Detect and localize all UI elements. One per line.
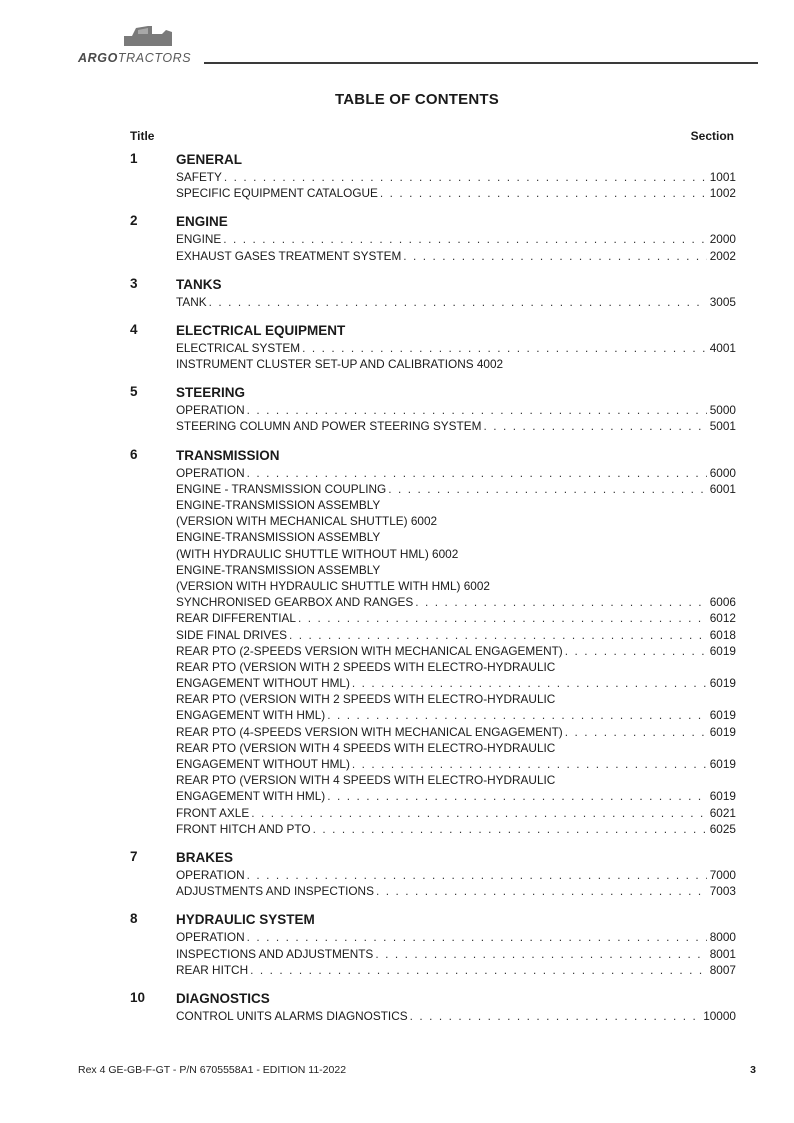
entry-section-number: 1002 xyxy=(709,186,736,201)
entry-title: REAR DIFFERENTIAL xyxy=(176,611,296,626)
toc-chapter xyxy=(130,212,736,263)
toc-entry[interactable] xyxy=(176,1008,736,1024)
entry-title: REAR PTO (2-SPEEDS VERSION WITH MECHANICAL ENGAGEMENT) xyxy=(176,643,563,658)
toc-entry[interactable] xyxy=(176,562,736,578)
toc-entry[interactable] xyxy=(176,185,736,201)
toc-entry[interactable] xyxy=(176,659,736,675)
tractor-icon xyxy=(118,22,178,48)
entry-section-number: 7000 xyxy=(709,867,736,882)
toc-entry[interactable] xyxy=(176,465,736,481)
chapter-title: TANKS xyxy=(176,276,222,292)
toc-entry[interactable] xyxy=(176,627,736,643)
toc-entry[interactable] xyxy=(176,610,736,626)
chapter-number: 7 xyxy=(130,849,138,864)
dot-leader xyxy=(415,594,706,610)
entry-title: REAR PTO (VERSION WITH 4 SPEEDS WITH ELECTRO-HYDRAULIC xyxy=(176,773,556,788)
entry-title: EXHAUST GASES TREATMENT SYSTEM xyxy=(176,248,402,263)
chapter-number: 6 xyxy=(130,446,138,462)
toc-entry[interactable] xyxy=(176,675,736,691)
dot-leader xyxy=(375,946,706,962)
toc-entry[interactable] xyxy=(176,691,736,707)
toc-chapter xyxy=(130,275,736,310)
entry-section-number: 6018 xyxy=(709,627,736,642)
entry-section-number: 6006 xyxy=(709,595,736,610)
toc-entry[interactable] xyxy=(176,708,736,724)
dot-leader xyxy=(247,867,707,883)
entry-section-number: 1001 xyxy=(709,169,736,184)
toc-entry[interactable] xyxy=(176,962,736,978)
toc-entry[interactable] xyxy=(176,513,736,529)
entry-section-number: 6021 xyxy=(709,805,736,820)
entry-title: (VERSION WITH HYDRAULIC SHUTTLE WITH HML) 6002 xyxy=(176,578,490,593)
dot-leader xyxy=(327,708,707,724)
toc-entry[interactable] xyxy=(176,294,736,310)
toc-entry[interactable] xyxy=(176,867,736,883)
chapter-number: 5 xyxy=(130,384,138,400)
column-header-title: Title xyxy=(130,129,155,143)
dot-leader xyxy=(224,169,707,185)
header-rule xyxy=(204,62,758,64)
toc-entry[interactable] xyxy=(176,529,736,545)
entry-title: OPERATION xyxy=(176,403,245,418)
toc-entry[interactable] xyxy=(176,821,736,837)
footer-document-info: Rex 4 GE-GB-F-GT - P/N 6705558A1 - EDITION 11-2022 xyxy=(78,1064,347,1076)
entry-section-number: 10000 xyxy=(703,1008,736,1023)
entry-section-number: 6019 xyxy=(709,724,736,739)
entry-title: ENGAGEMENT WITHOUT HML) xyxy=(176,676,350,691)
chapter-number: 3 xyxy=(130,275,138,291)
toc-chapter xyxy=(130,989,736,1024)
entry-title: SAFETY xyxy=(176,169,222,184)
chapter-title: ELECTRICAL EQUIPMENT xyxy=(176,322,346,338)
toc-entry[interactable] xyxy=(176,724,736,740)
entry-title: INSTRUMENT CLUSTER SET-UP AND CALIBRATIONS 4002 xyxy=(176,357,504,372)
toc-chapter xyxy=(130,321,736,372)
entry-section-number: 8007 xyxy=(709,962,736,977)
chapter-title: DIAGNOSTICS xyxy=(176,990,270,1006)
entry-title: REAR PTO (4-SPEEDS VERSION WITH MECHANICAL ENGAGEMENT) xyxy=(176,724,563,739)
dot-leader xyxy=(327,788,707,804)
argo-tractors-logo xyxy=(78,22,208,66)
dot-leader xyxy=(380,185,707,201)
entry-section-number: 6019 xyxy=(709,643,736,658)
entry-section-number: 6000 xyxy=(709,465,736,480)
chapter-title: ENGINE xyxy=(176,214,228,230)
chapter-number: 1 xyxy=(130,151,138,166)
toc-entry[interactable] xyxy=(176,756,736,772)
dot-leader xyxy=(289,627,707,643)
chapter-number: 8 xyxy=(130,911,138,927)
entry-title: TANK xyxy=(176,294,207,309)
toc-entry[interactable] xyxy=(176,946,736,962)
toc-entry[interactable] xyxy=(176,419,736,435)
entry-title: REAR PTO (VERSION WITH 2 SPEEDS WITH ELECTRO-HYDRAULIC xyxy=(176,659,556,674)
dot-leader xyxy=(483,419,706,435)
entry-title: ENGINE - TRANSMISSION COUPLING xyxy=(176,481,387,496)
entry-title: REAR PTO (VERSION WITH 2 SPEEDS WITH ELECTRO-HYDRAULIC xyxy=(176,692,556,707)
entry-title: (WITH HYDRAULIC SHUTTLE WITHOUT HML) 6002 xyxy=(176,546,459,561)
entry-section-number: 6019 xyxy=(709,757,736,772)
entry-title: ADJUSTMENTS AND INSPECTIONS xyxy=(176,884,374,899)
entry-section-number: 8000 xyxy=(709,930,736,945)
toc-entry[interactable] xyxy=(176,546,736,562)
entry-section-number: 3005 xyxy=(709,294,736,309)
chapter-number: 2 xyxy=(130,213,138,229)
dot-leader xyxy=(209,294,707,310)
entry-section-number: 7003 xyxy=(709,884,736,899)
entry-title: (VERSION WITH MECHANICAL SHUTTLE) 6002 xyxy=(176,514,438,529)
toc-entry[interactable] xyxy=(176,805,736,821)
dot-leader xyxy=(352,675,707,691)
entry-title: STEERING COLUMN AND POWER STEERING SYSTEM xyxy=(176,419,482,434)
dot-leader xyxy=(410,1008,701,1024)
chapter-number: 10 xyxy=(130,989,146,1005)
toc-entry[interactable] xyxy=(176,883,736,899)
entry-title: SIDE FINAL DRIVES xyxy=(176,627,288,642)
entry-title: CONTROL UNITS ALARMS DIAGNOSTICS xyxy=(176,1008,408,1023)
dot-leader xyxy=(352,756,707,772)
entry-section-number: 2002 xyxy=(709,248,736,263)
toc-entry[interactable] xyxy=(176,740,736,756)
toc-entry[interactable] xyxy=(176,594,736,610)
toc-chapter xyxy=(130,910,736,978)
toc-entry[interactable] xyxy=(176,481,736,497)
entry-title: REAR HITCH xyxy=(176,962,249,977)
entry-section-number: 6019 xyxy=(709,676,736,691)
entry-title: ENGINE-TRANSMISSION ASSEMBLY xyxy=(176,562,381,577)
toc-entry[interactable] xyxy=(176,929,736,945)
dot-leader xyxy=(250,962,707,978)
entry-title: ENGINE-TRANSMISSION ASSEMBLY xyxy=(176,498,381,513)
entry-title: SYNCHRONISED GEARBOX AND RANGES xyxy=(176,595,414,610)
chapter-title: BRAKES xyxy=(176,850,234,865)
dot-leader xyxy=(403,248,706,264)
chapter-title: HYDRAULIC SYSTEM xyxy=(176,912,315,928)
entry-section-number: 6012 xyxy=(709,611,736,626)
toc-entry[interactable] xyxy=(176,169,736,185)
dot-leader xyxy=(302,340,707,356)
entry-section-number: 6019 xyxy=(709,789,736,804)
dot-leader xyxy=(388,481,707,497)
entry-section-number: 6019 xyxy=(709,708,736,723)
entry-title: ENGAGEMENT WITH HML) xyxy=(176,708,326,723)
column-header-section: Section xyxy=(690,129,734,143)
entry-section-number: 6025 xyxy=(709,821,736,836)
toc-chapter xyxy=(130,848,736,899)
entry-section-number: 6001 xyxy=(709,481,736,496)
toc-chapter xyxy=(130,446,736,837)
entry-title: ENGINE-TRANSMISSION ASSEMBLY xyxy=(176,530,381,545)
dot-leader xyxy=(247,465,707,481)
chapter-title: STEERING xyxy=(176,385,246,401)
toc-chapter xyxy=(130,383,736,434)
dot-leader xyxy=(376,883,707,899)
toc-entry[interactable] xyxy=(176,340,736,356)
toc-entry[interactable] xyxy=(176,402,736,418)
toc-entry[interactable] xyxy=(176,578,736,594)
toc-entry[interactable] xyxy=(176,497,736,513)
entry-section-number: 4001 xyxy=(709,340,736,355)
chapter-title: TRANSMISSION xyxy=(176,447,280,463)
toc-entry[interactable] xyxy=(176,231,736,247)
logo-wordmark: ARGOTRACTORS xyxy=(78,51,192,65)
entry-section-number: 8001 xyxy=(709,946,736,961)
dot-leader xyxy=(298,610,707,626)
entry-title: REAR PTO (VERSION WITH 4 SPEEDS WITH ELECTRO-HYDRAULIC xyxy=(176,740,556,755)
dot-leader xyxy=(313,821,707,837)
table-of-contents xyxy=(130,150,736,1035)
toc-chapter xyxy=(130,150,736,201)
entry-title: SPECIFIC EQUIPMENT CATALOGUE xyxy=(176,186,378,201)
entry-title: ENGAGEMENT WITH HML) xyxy=(176,789,326,804)
entry-title: OPERATION xyxy=(176,465,245,480)
entry-title: OPERATION xyxy=(176,930,245,945)
entry-title: ELECTRICAL SYSTEM xyxy=(176,340,301,355)
entry-title: ENGINE xyxy=(176,232,222,247)
toc-entry[interactable] xyxy=(176,772,736,788)
entry-title: ENGAGEMENT WITHOUT HML) xyxy=(176,757,350,772)
chapter-number: 4 xyxy=(130,321,138,337)
toc-entry[interactable] xyxy=(176,248,736,264)
dot-leader xyxy=(251,805,707,821)
toc-entry[interactable] xyxy=(176,788,736,804)
entry-title: FRONT HITCH AND PTO xyxy=(176,821,311,836)
entry-title: OPERATION xyxy=(176,867,245,882)
entry-section-number: 5001 xyxy=(709,419,736,434)
entry-section-number: 5000 xyxy=(709,403,736,418)
dot-leader xyxy=(247,929,707,945)
chapter-title: GENERAL xyxy=(176,152,243,167)
dot-leader xyxy=(565,724,707,740)
toc-entry[interactable] xyxy=(176,643,736,659)
dot-leader xyxy=(565,643,707,659)
toc-entry[interactable] xyxy=(176,356,736,372)
dot-leader xyxy=(223,231,707,247)
dot-leader xyxy=(247,402,707,418)
entry-title: FRONT AXLE xyxy=(176,805,250,820)
entry-title: INSPECTIONS AND ADJUSTMENTS xyxy=(176,946,374,961)
page-title: TABLE OF CONTENTS xyxy=(335,91,499,108)
page-number: 3 xyxy=(750,1064,756,1076)
entry-section-number: 2000 xyxy=(709,232,736,247)
